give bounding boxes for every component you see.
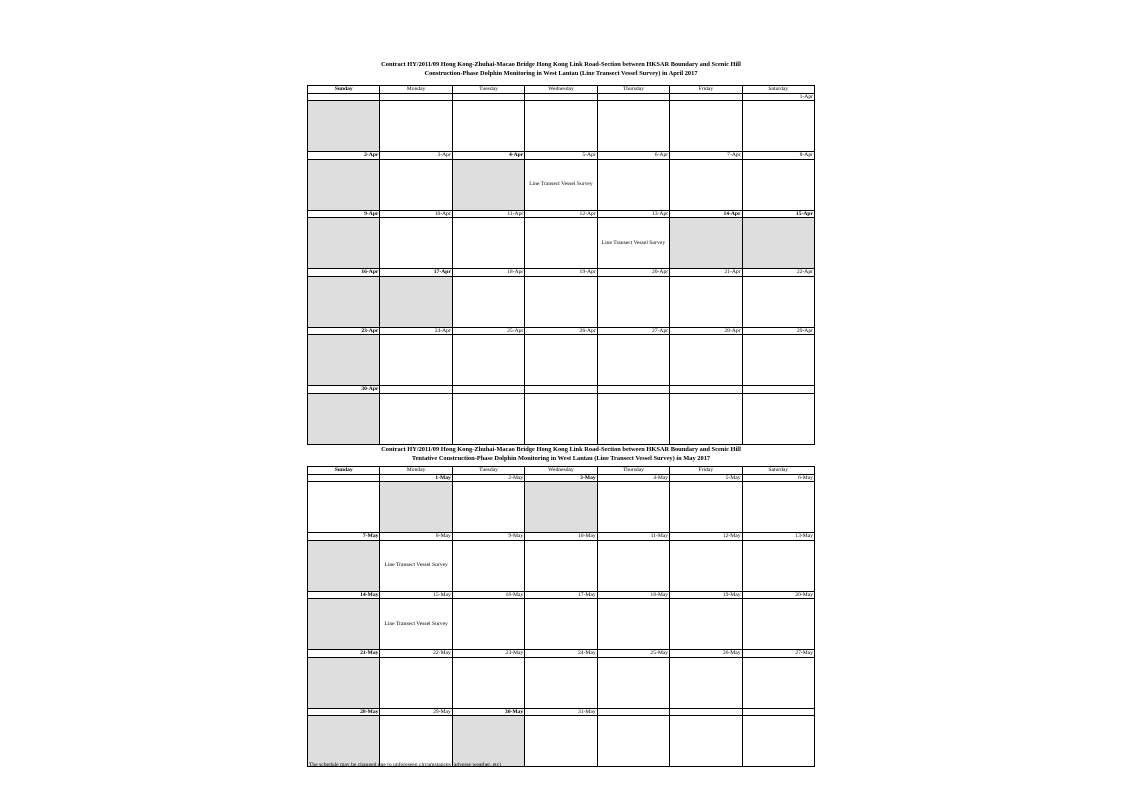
day-cell [597,393,669,444]
date-row [308,650,815,658]
day-date-label: 30-May [452,708,524,716]
day-date-label: 28-Apr [670,327,742,335]
day-date-label: 1-Apr [742,93,814,101]
day-date-label: 24-Apr [380,327,452,335]
day-date-label: 1-May [380,474,452,482]
day-cell [670,276,742,327]
day-cell [525,657,597,708]
day-cell [452,335,524,386]
survey-event: Line Transect Vessel Survey [384,620,448,627]
day-cell [670,101,742,152]
weekday-monday: Monday [380,467,452,475]
day-cell [308,276,380,327]
date-row [308,327,815,335]
day-cell [452,159,524,210]
day-date-label: 18-May [597,591,669,599]
date-row [308,210,815,218]
day-date-label: 29-Apr [742,327,814,335]
day-date-label: 19-May [670,591,742,599]
event-row [308,657,815,708]
survey-event: Line Transect Vessel Survey [529,181,593,187]
day-date-label: 4-Apr [452,152,524,160]
day-date-label: 5-May [670,474,742,482]
day-cell [525,482,597,533]
day-cell [308,599,380,650]
weekday-sunday: Sunday [308,467,380,475]
day-date-label [308,93,380,101]
day-cell [452,540,524,591]
day-cell [380,482,452,533]
day-date-label: 11-May [597,533,669,541]
day-cell [380,218,452,269]
day-cell [380,599,452,650]
date-row [308,152,815,160]
weekday-friday: Friday [670,86,742,94]
day-cell [670,599,742,650]
weekday-header-row [308,467,815,475]
day-date-label [525,93,597,101]
day-cell [670,482,742,533]
survey-event: Line Transect Vessel Survey [601,239,666,246]
day-cell [308,657,380,708]
weekday-saturday: Saturday [742,467,814,475]
day-date-label: 19-Apr [525,269,597,277]
weekday-tuesday: Tuesday [452,467,524,475]
day-cell [525,335,597,386]
day-cell [597,218,669,269]
day-date-label: 30-Apr [308,386,380,394]
day-cell [308,540,380,591]
day-cell [452,482,524,533]
day-cell [308,218,380,269]
day-date-label: 7-May [308,533,380,541]
day-cell [742,393,814,444]
april-calendar [307,85,815,445]
day-cell [308,159,380,210]
weekday-friday: Friday [670,467,742,475]
day-date-label: 12-May [670,533,742,541]
day-date-label: 27-May [742,650,814,658]
day-cell [525,218,597,269]
day-date-label [597,93,669,101]
day-cell [452,657,524,708]
day-date-label: 22-May [380,650,452,658]
day-cell [452,393,524,444]
day-date-label [380,93,452,101]
footnote: The schedule may be changed due to unforeseen circumstances (adverse weather, etc) [309,762,502,768]
day-date-label: 2-Apr [308,152,380,160]
day-date-label [308,474,380,482]
day-date-label [452,386,524,394]
day-cell [380,540,452,591]
day-cell [742,657,814,708]
event-row [308,276,815,327]
date-row [308,474,815,482]
day-date-label: 10-May [525,533,597,541]
day-cell [452,276,524,327]
day-cell [525,599,597,650]
day-cell [742,101,814,152]
day-date-label: 8-May [380,533,452,541]
may-title-line1: Contract HY/2011/09 Hong Kong-Zhuhai-Macao Bridge Hong Kong Link Road-Section between HKSAR Boundary and Scenic Hill [381,446,741,453]
day-cell [597,540,669,591]
day-date-label [452,93,524,101]
day-date-label: 14-May [308,591,380,599]
day-date-label: 12-Apr [525,210,597,218]
day-date-label: 16-Apr [308,269,380,277]
day-date-label: 10-Apr [380,210,452,218]
may-title [307,445,815,463]
day-date-label [742,708,814,716]
april-title-line2: Construction-Phase Dolphin Monitoring in West Lantau (Line Transect Vessel Survey) in April 2017 [424,70,698,77]
day-cell [597,335,669,386]
weekday-sunday: Sunday [308,86,380,94]
may-calendar [307,466,815,767]
day-cell [308,101,380,152]
day-date-label: 28-May [308,708,380,716]
survey-event: Line Transect Vessel Survey [384,562,448,568]
april-title-line1: Contract HY/2011/09 Hong Kong-Zhuhai-Macao Bridge Hong Kong Link Road-Section between HKSAR Boundary and Scenic Hill [381,61,741,68]
day-date-label: 13-Apr [597,210,669,218]
day-date-label: 21-May [308,650,380,658]
weekday-thursday: Thursday [597,467,669,475]
day-date-label: 23-May [452,650,524,658]
day-cell [742,540,814,591]
day-date-label [742,386,814,394]
day-cell [670,335,742,386]
weekday-tuesday: Tuesday [452,86,524,94]
date-row [308,269,815,277]
day-cell [597,716,669,767]
day-cell [525,540,597,591]
event-row [308,599,815,650]
day-date-label: 9-Apr [308,210,380,218]
day-cell [742,276,814,327]
day-cell [742,482,814,533]
day-cell [380,101,452,152]
day-date-label [525,386,597,394]
day-date-label: 23-Apr [308,327,380,335]
weekday-wednesday: Wednesday [525,86,597,94]
day-date-label [597,386,669,394]
day-date-label: 27-Apr [597,327,669,335]
date-row [308,533,815,541]
day-cell [380,716,452,767]
day-date-label: 25-Apr [452,327,524,335]
day-cell [670,393,742,444]
day-cell [308,716,380,767]
day-date-label: 3-May [525,474,597,482]
event-row [308,716,815,767]
day-date-label: 24-May [525,650,597,658]
day-date-label [670,93,742,101]
day-date-label: 15-May [380,591,452,599]
day-date-label [670,386,742,394]
day-cell [742,335,814,386]
day-cell [742,599,814,650]
day-date-label: 31-May [525,708,597,716]
day-date-label: 26-May [670,650,742,658]
day-cell [670,540,742,591]
weekday-monday: Monday [380,86,452,94]
day-cell [380,335,452,386]
day-cell [380,276,452,327]
day-cell [670,159,742,210]
day-date-label: 16-May [452,591,524,599]
day-cell [452,599,524,650]
day-date-label: 29-May [380,708,452,716]
day-date-label: 18-Apr [452,269,524,277]
day-cell [670,218,742,269]
day-cell [742,716,814,767]
day-cell [525,101,597,152]
date-row [308,591,815,599]
day-cell [452,716,524,767]
day-cell [452,218,524,269]
day-date-label: 20-May [742,591,814,599]
event-row [308,335,815,386]
day-cell [308,482,380,533]
april-title [307,60,815,78]
day-cell [670,716,742,767]
weekday-wednesday: Wednesday [525,467,597,475]
day-date-label: 11-Apr [452,210,524,218]
day-date-label: 6-May [742,474,814,482]
weekday-header-row [308,86,815,94]
day-date-label: 14-Apr [670,210,742,218]
day-date-label: 26-Apr [525,327,597,335]
may-title-line2: Tentative Construction-Phase Dolphin Monitoring in West Lantau (Line Transect Vessel Survey) in May 2017 [411,455,711,462]
day-cell [597,482,669,533]
day-date-label: 3-Apr [380,152,452,160]
day-date-label [597,708,669,716]
day-date-label: 13-May [742,533,814,541]
day-cell [380,393,452,444]
day-cell [597,657,669,708]
day-cell [525,159,597,210]
day-cell [525,393,597,444]
day-date-label: 7-Apr [670,152,742,160]
event-row [308,101,815,152]
day-date-label: 2-May [452,474,524,482]
event-row [308,540,815,591]
day-cell [597,599,669,650]
event-row [308,159,815,210]
day-date-label: 17-Apr [380,269,452,277]
date-row [308,708,815,716]
day-cell [525,716,597,767]
day-cell [452,101,524,152]
day-cell [308,335,380,386]
date-row [308,386,815,394]
day-cell [380,159,452,210]
day-date-label: 21-Apr [670,269,742,277]
weekday-thursday: Thursday [597,86,669,94]
event-row [308,393,815,444]
day-date-label: 15-Apr [742,210,814,218]
day-cell [380,657,452,708]
day-date-label: 5-Apr [525,152,597,160]
day-cell [308,393,380,444]
day-cell [597,101,669,152]
day-cell [742,218,814,269]
day-cell [670,657,742,708]
day-date-label: 4-May [597,474,669,482]
day-cell [597,276,669,327]
date-row [308,93,815,101]
day-date-label: 9-May [452,533,524,541]
day-date-label: 20-Apr [597,269,669,277]
day-cell [742,159,814,210]
day-date-label: 6-Apr [597,152,669,160]
day-date-label [380,386,452,394]
day-date-label [670,708,742,716]
day-date-label: 17-May [525,591,597,599]
day-date-label: 22-Apr [742,269,814,277]
day-cell [597,159,669,210]
event-row [308,218,815,269]
day-date-label: 8-Apr [742,152,814,160]
event-row [308,482,815,533]
day-cell [525,276,597,327]
day-date-label: 25-May [597,650,669,658]
weekday-saturday: Saturday [742,86,814,94]
